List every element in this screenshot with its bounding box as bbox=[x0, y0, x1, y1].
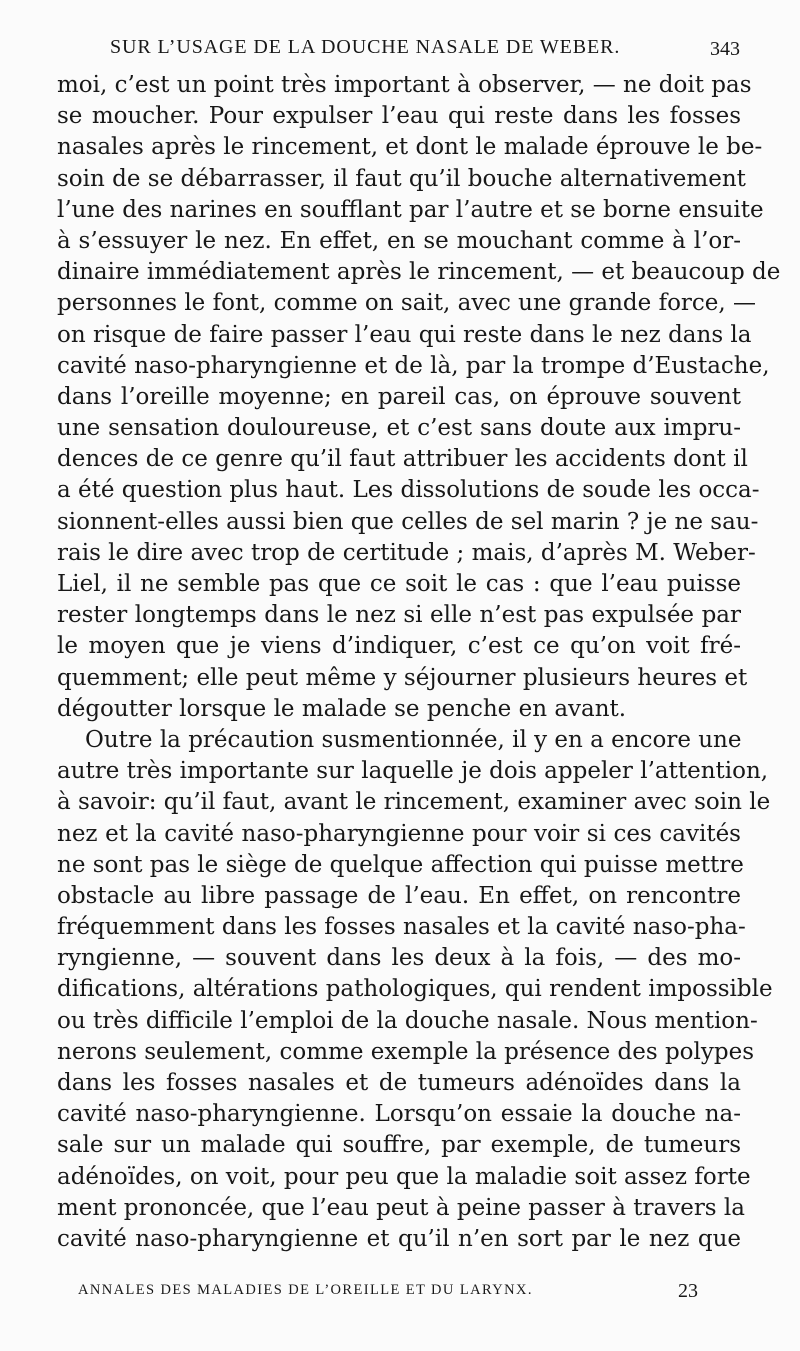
text-line: ou très difficile l’emploi de la douche nasale. Nous mention- bbox=[57, 1007, 758, 1034]
text-line: ne sont pas le siège de quelque affection qui puisse mettre bbox=[57, 851, 744, 878]
text-line: sale sur un malade qui souffre, par exemple, de tumeurs bbox=[57, 1132, 741, 1159]
paragraph-end-line: dégoutter lorsque le malade se penche en avant. bbox=[57, 695, 627, 722]
text-line: difications, altérations pathologiques, qui rendent impossible bbox=[57, 976, 773, 1003]
text-line: nasales après le rincement, et dont le malade éprouve le be- bbox=[57, 134, 763, 161]
page-number: 343 bbox=[710, 38, 740, 60]
body-text bbox=[57, 70, 781, 1255]
text-line: à savoir: qu’il faut, avant le rincement, examiner avec soin le bbox=[57, 789, 771, 816]
text-line: on risque de faire passer l’eau qui reste dans le nez dans la bbox=[57, 321, 752, 348]
text-line: cavité naso-pharyngienne et de là, par la trompe d’Eustache, bbox=[57, 352, 770, 379]
text-line: moi, c’est un point très important à observer, — ne doit pas bbox=[57, 72, 752, 98]
signature-mark: 23 bbox=[678, 1280, 698, 1302]
text-line: le moyen que je viens d’indiquer, c’est ce qu’on voit fré- bbox=[57, 633, 741, 660]
text-line: obstacle au libre passage de l’eau. En effet, on rencontre bbox=[57, 882, 741, 909]
text-line: personnes le font, comme on sait, avec une grande force, — bbox=[57, 290, 757, 317]
running-head: SUR L’USAGE DE LA DOUCHE NASALE DE WEBER. bbox=[110, 36, 621, 58]
paragraph-first-line: Outre la précaution susmentionnée, il y en a encore une bbox=[85, 726, 742, 753]
text-line: rais le dire avec trop de certitude ; mais, d’après M. Weber- bbox=[57, 539, 756, 566]
text-line: se moucher. Pour expulser l’eau qui reste dans les fosses bbox=[57, 103, 741, 130]
text-line: l’une des narines en soufflant par l’autre et se borne ensuite bbox=[57, 196, 764, 223]
page-header bbox=[110, 36, 740, 66]
text-line: dans l’oreille moyenne; en pareil cas, on éprouve souvent bbox=[57, 383, 741, 410]
text-line: ryngienne, — souvent dans les deux à la fois, — des mo- bbox=[57, 945, 741, 972]
text-line: nez et la cavité naso-pharyngienne pour voir si ces cavités bbox=[57, 820, 741, 847]
page-footer bbox=[78, 1280, 698, 1304]
text-line: rester longtemps dans le nez si elle n’est pas expulsée par bbox=[57, 602, 741, 629]
text-line: ment prononcée, que l’eau peut à peine passer à travers la bbox=[57, 1194, 745, 1221]
text-line: cavité naso-pharyngienne et qu’il n’en sort par le nez que bbox=[57, 1225, 741, 1252]
text-line: une sensation douloureuse, et c’est sans doute aux impru- bbox=[57, 415, 741, 442]
text-line: quemment; elle peut même y séjourner plusieurs heures et bbox=[57, 664, 748, 691]
text-line: cavité naso-pharyngienne. Lorsqu’on essaie la douche na- bbox=[57, 1101, 741, 1128]
text-line: autre très importante sur laquelle je dois appeler l’attention, bbox=[57, 758, 769, 785]
text-line: dans les fosses nasales et de tumeurs adénoïdes dans la bbox=[57, 1070, 741, 1096]
text-line: fréquemment dans les fosses nasales et la cavité naso-pha- bbox=[57, 914, 746, 941]
text-line: dences de ce genre qu’il faut attribuer les accidents dont il bbox=[57, 446, 748, 473]
text-line: adénoïdes, on voit, pour peu que la maladie soit assez forte bbox=[57, 1163, 751, 1190]
text-line: Liel, il ne semble pas que ce soit le cas : que l’eau puisse bbox=[57, 571, 741, 597]
text-line: dinaire immédiatement après le rincement, — et beaucoup de bbox=[57, 259, 781, 286]
journal-title: ANNALES DES MALADIES DE L’OREILLE ET DU LARYNX. bbox=[78, 1282, 533, 1298]
text-line: sionnent-elles aussi bien que celles de sel marin ? je ne sau- bbox=[57, 508, 759, 535]
text-line: nerons seulement, comme exemple la présence des polypes bbox=[57, 1038, 755, 1065]
text-line: soin de se débarrasser, il faut qu’il bouche alternativement bbox=[57, 165, 746, 192]
text-line: à s’essuyer le nez. En effet, en se mouchant comme à l’or- bbox=[57, 227, 741, 254]
text-line: a été question plus haut. Les dissolutions de soude les occa- bbox=[57, 477, 760, 504]
